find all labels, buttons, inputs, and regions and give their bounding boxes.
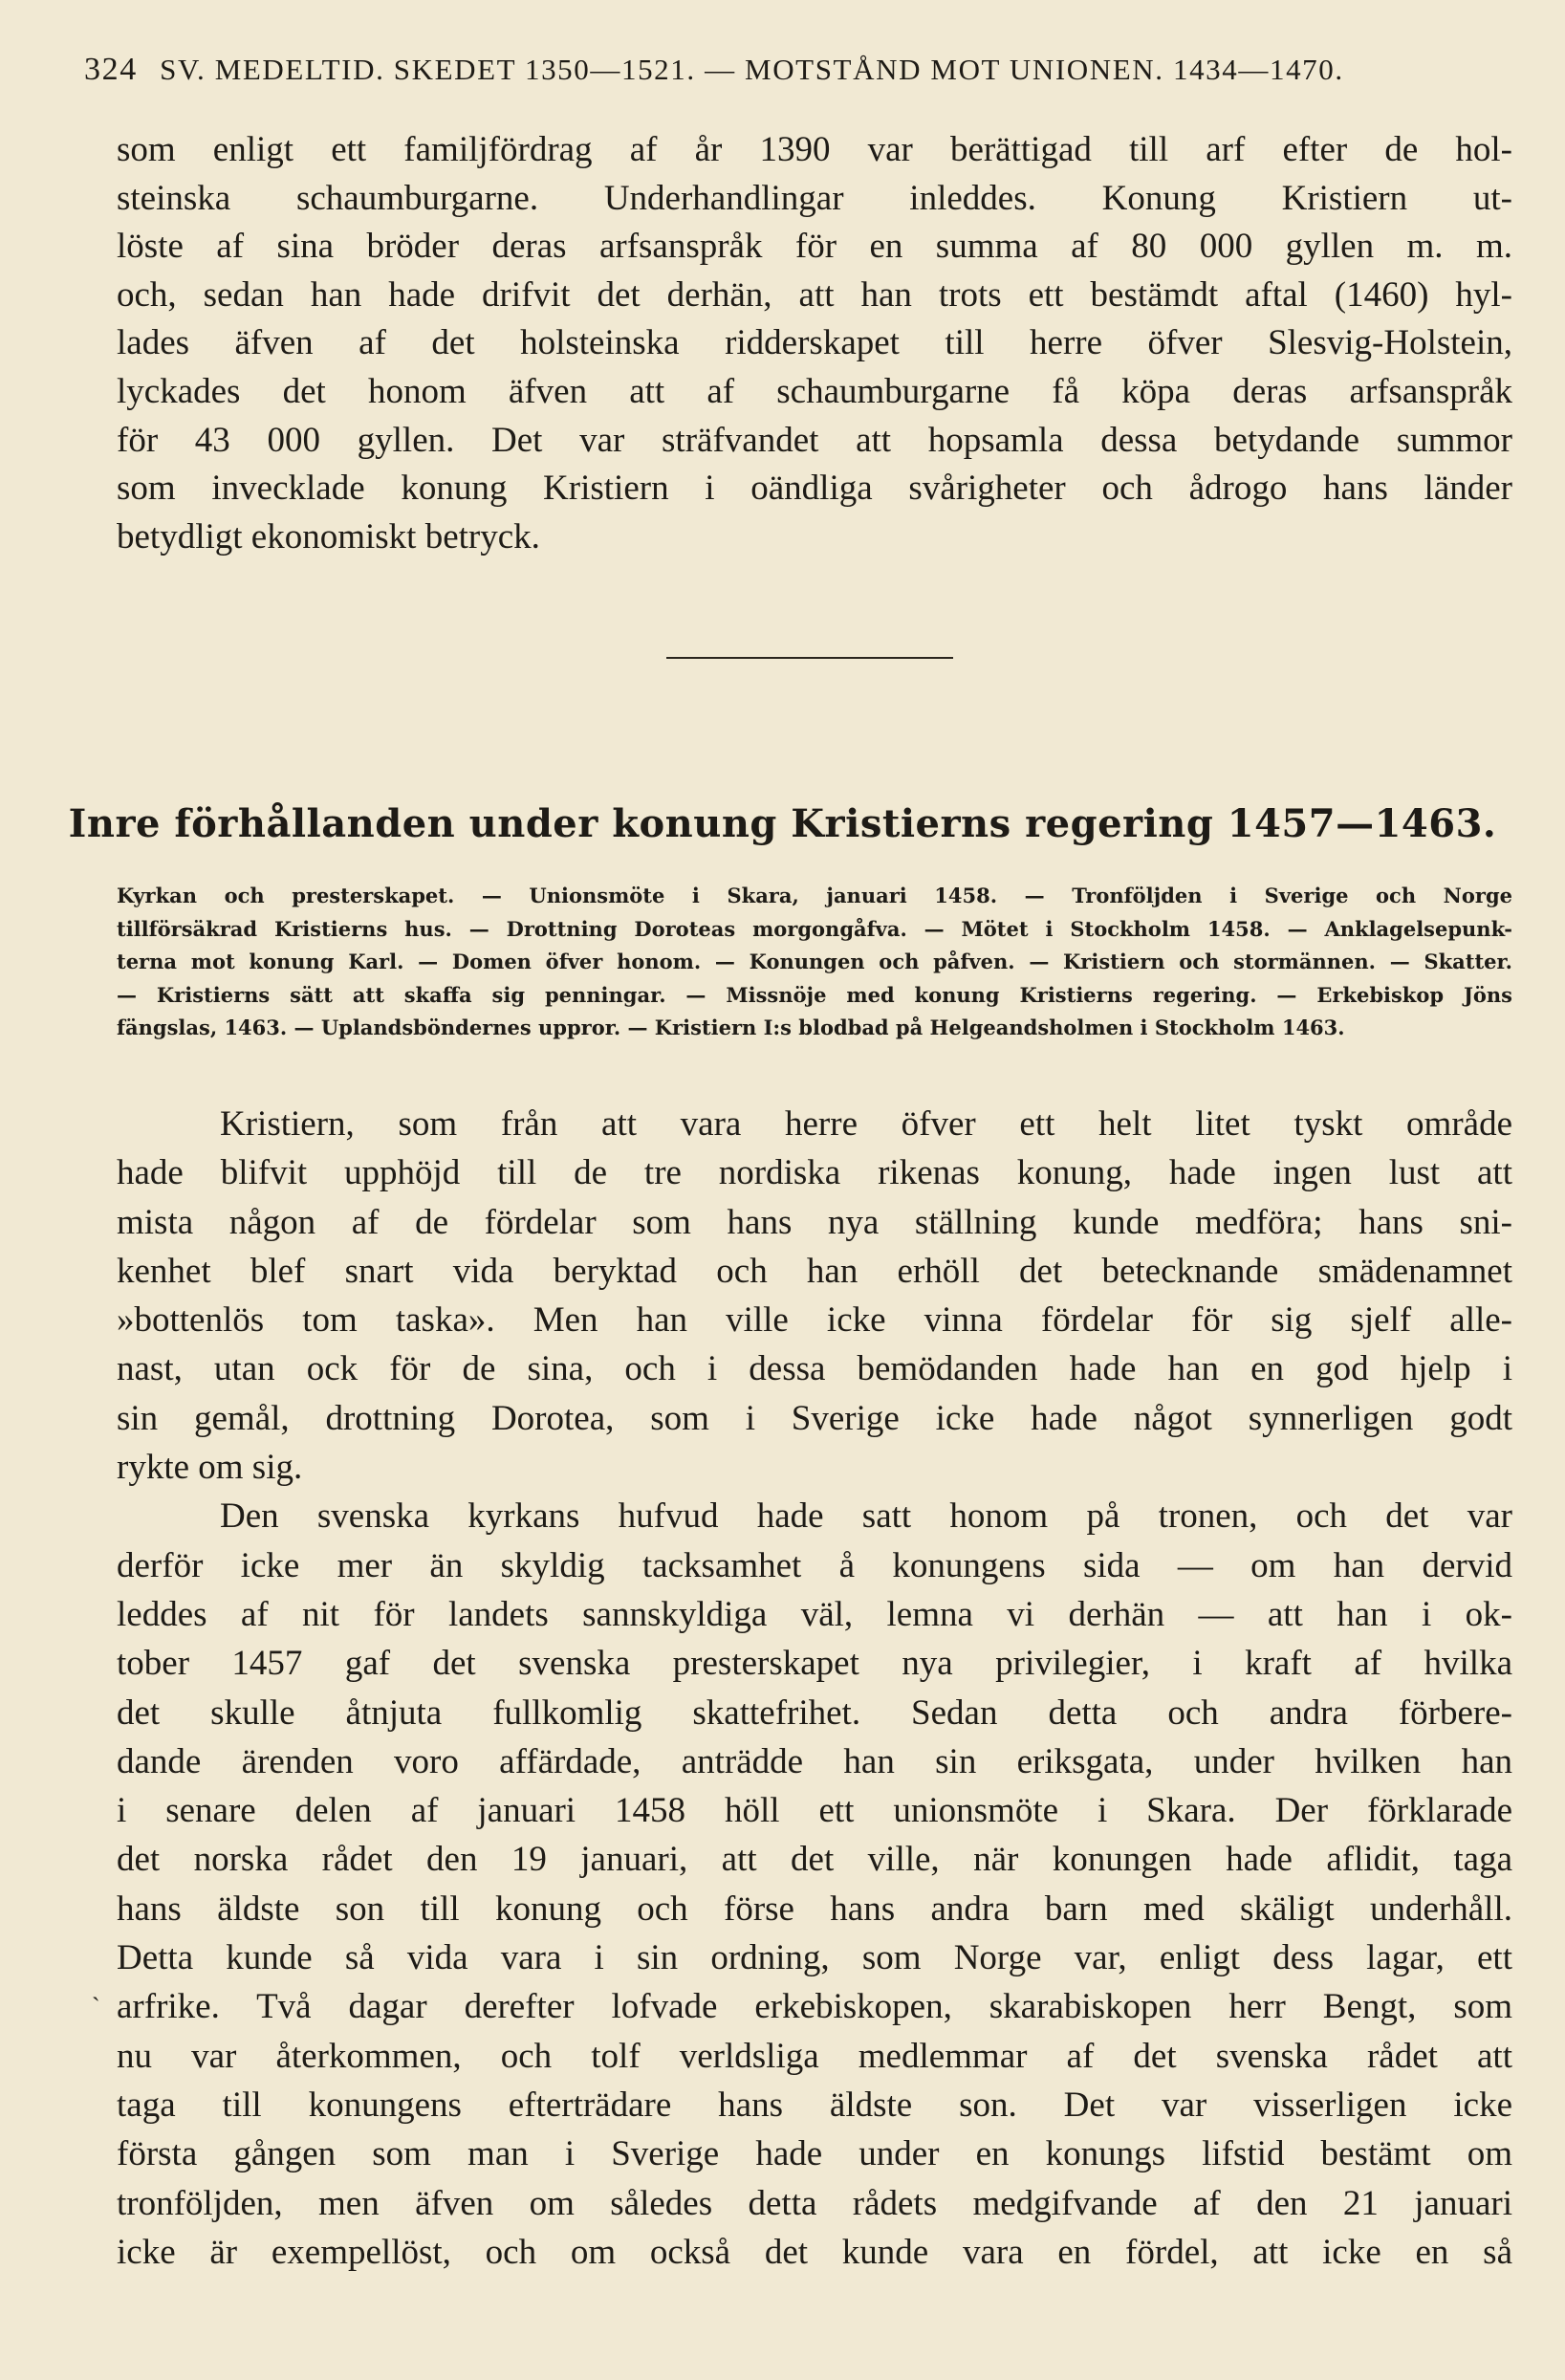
section-summary [117,880,1512,1045]
text-line: och, sedan han hade drifvit det derhän, att han trots ett bestämdt aftal (1460) hyl- [117,274,1512,315]
text-line: icke är exempellöst, och om också det kunde vara en fördel, att icke en så [117,2232,1512,2272]
page-number: 324 [84,52,138,87]
running-head-title: SV. MEDELTID. SKEDET 1350—1521. — MOTSTÅND MOT UNIONEN. 1434—1470. [160,53,1344,86]
text-line: sin gemål, drottning Dorotea, som i Sverige icke hade något synnerligen godt [117,1398,1512,1438]
text-line: det norska rådet den 19 januari, att det ville, när konungen hade aflidit, taga [117,1840,1512,1880]
text-line: dande ärenden voro affärdade, anträdde han sin eriksgata, under hvilken han [117,1741,1512,1781]
summary-line: terna mot konung Karl. — Domen öfver honom. — Konungen och påfven. — Kristiern och stormännen. — Skatter. [117,950,1512,974]
text-line: rykte om sig. [117,1448,303,1488]
section-title: Inre förhållanden under konung Kristierns regering 1457—1463. [68,801,1497,846]
text-line: lades äfven af det holsteinska ridderskapet till herre öfver Slesvig-Holstein, [117,323,1512,363]
text-line: betydligt ekonomiskt betryck. [117,516,540,557]
text-line: hade blifvit upphöjd till de tre nordiska rikenas konung, hade ingen lust att [117,1153,1512,1193]
text-line: derför icke mer än skyldig tacksamhet å konungens sida — om han dervid [117,1545,1512,1585]
text-line: första gången som man i Sverige hade under en konungs lifstid bestämt om [117,2134,1512,2174]
text-line: för 43 000 gyllen. Det var sträfvandet att hopsamla dessa betydande summor [117,420,1512,460]
text-line: Den svenska kyrkans hufvud hade satt honom på tronen, och det var [220,1496,1512,1537]
text-line: nast, utan ock för de sina, och i dessa bemödanden hade han en god hjelp i [117,1349,1512,1389]
summary-line: fängslas, 1463. — Uplandsböndernes uppror. — Kristiern I:s blodbad på Helgeandsholmen i Stockholm 1463. [117,1015,1345,1040]
summary-line: Kyrkan och presterskapet. — Unionsmöte i Skara, januari 1458. — Tronföljden i Sverige och Norge [117,884,1512,907]
summary-line: tillförsäkrad Kristierns hus. — Drottning Doroteas morgongåfva. — Mötet i Stockholm 1458. — Anklagelsepunk- [117,916,1512,941]
text-line: steinska schaumburgarne. Underhandlingar inleddes. Konung Kristiern ut- [117,178,1512,218]
text-line: kenhet blef snart vida beryktad och han erhöll det betecknande smädenamnet [117,1251,1512,1291]
summary-line: — Kristierns sätt att skaffa sig penningar. — Missnöje med konung Kristierns regering. — Erkebiskop Jöns [117,982,1512,1007]
intro-paragraph [117,126,1512,561]
text-line: taga till konungens efterträdare hans äldste son. Det var visserligen icke [117,2085,1512,2125]
text-line: som enligt ett familjfördrag af år 1390 var berättigad till arf efter de hol- [117,130,1512,169]
text-line: hans äldste son till konung och förse hans andra barn med skäligt underhåll. [117,1889,1512,1929]
text-line: Kristiern, som från att vara herre öfver ett helt litet tyskt område [220,1104,1512,1144]
running-head [84,52,1499,88]
text-line: »bottenlös tom taska». Men han ville icke vinna fördelar för sig sjelf alle- [117,1300,1512,1341]
text-line: i senare delen af januari 1458 höll ett unionsmöte i Skara. Der förklarade [117,1791,1512,1831]
text-line: mista någon af de fördelar som hans nya ställning kunde medföra; hans sni- [117,1202,1512,1242]
text-line: Detta kunde så vida vara i sin ordning, som Norge var, enligt dess lagar, ett [117,1938,1512,1978]
text-line: arfrike. Två dagar derefter lofvade erkebiskopen, skarabiskopen herr Bengt, som [117,1987,1512,2027]
text-line: det skulle åtnjuta fullkomlig skattefrihet. Sedan detta och andra förbere- [117,1692,1512,1733]
text-line: nu var återkommen, och tolf verldsliga medlemmar af det svenska rådet att [117,2036,1512,2076]
text-line: lyckades det honom äfven att af schaumburgarne få köpa deras arfsanspråk [117,371,1512,411]
text-line: tronföljden, men äfven om således detta rådets medgifvande af den 21 januari [117,2183,1512,2223]
margin-mark: ˏ [92,1974,100,2001]
section-divider [666,657,953,659]
text-line: leddes af nit för landets sannskyldiga väl, lemna vi derhän — att han i ok- [117,1594,1512,1634]
text-line: som invecklade konung Kristiern i oändliga svårigheter och ådrogo hans länder [117,469,1512,509]
text-line: tober 1457 gaf det svenska presterskapet nya privilegier, i kraft af hvilka [117,1644,1512,1684]
body-text [117,1100,1512,2277]
text-line: löste af sina bröder deras arfsanspråk för en summa af 80 000 gyllen m. m. [117,227,1512,267]
